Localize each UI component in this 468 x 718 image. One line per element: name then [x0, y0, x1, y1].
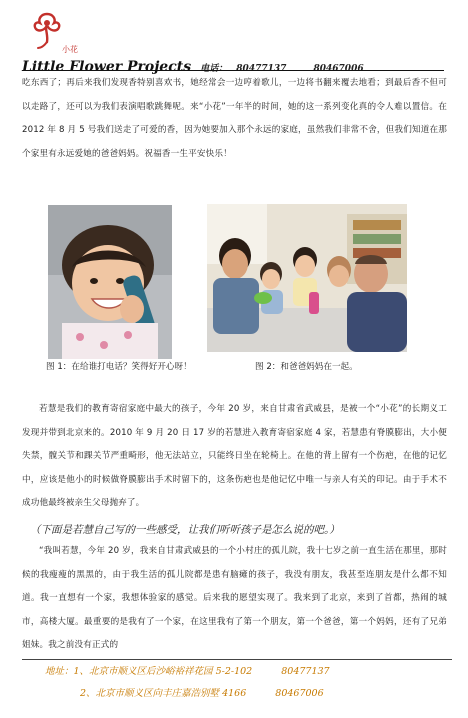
footer-address-1-text: 地址：1、北京市顺义区后沙峪裕祥花园 5-2-102: [45, 666, 253, 677]
paragraph-1: 吃东西了；再后来我们发现香特别喜欢书，她经常会一边哼着歌儿，一边将书翻来覆去地看；到最后香不但可以走路了，还可以为我们表演唱歌跳舞呢。来“小花”一年半的时间，她的这一系列变化真的令人难以置信。在 2012 年 8 月 5 号我们送走了可爱的香，因为她要加入那个永远的家庭，虽然我们非常不舍，但我们知道在那个家里有永远爱她的爸爸妈妈。祝福香一生平安快乐！: [22, 78, 447, 159]
footer-address-1: [45, 663, 330, 677]
footer-address-2-text: 2、北京市顺义区向丰庄嘉浩别墅 4166: [80, 688, 247, 699]
photo-family: [207, 204, 407, 352]
header-phone-1: 80477137: [236, 64, 287, 74]
footer-address-2: [80, 685, 324, 699]
phone-label: 电话：: [200, 64, 228, 74]
footer-phone-2: 80467006: [275, 688, 324, 699]
logo-text: 小花: [62, 45, 78, 54]
header-divider: [22, 70, 444, 71]
page-header: [22, 8, 452, 75]
footer-divider: [22, 659, 452, 660]
photo-family-image: [207, 204, 407, 352]
paragraph-2: 若慧是我们的教育寄宿家庭中最大的孩子，今年 20 岁，来自甘肃省武威县，是被一个“小花”的长期义工发现并带到北京来的。2010 年 9 月 20 日 17 岁的若慧进入教育寄宿家庭 4 家，若慧患有脊膜膨出，大小便失禁，髋关节和踝关节严重畸形，他无法站立，只能终日坐在轮椅上。在他的背上留有一个伤疤，在他的记忆中，应该是他小的时候做脊膜膨出手术时留下的，这条伤疤也是他记忆中唯一与亲人有关的印记。由于手术不成功他最终被亲生父母抛弃了。: [22, 404, 447, 508]
footer-phone-1: 80477137: [281, 666, 330, 677]
quote-intro: （下面是若慧自己写的一些感受，让我们听听孩子是怎么说的吧。）: [30, 524, 340, 536]
photo-child-on-phone-image: [48, 205, 172, 359]
header-phone-2: 80467006: [313, 64, 364, 74]
paragraph-3: “我叫若慧，今年 20 岁，我来自甘肃武威县的一个小村庄的孤儿院，我十七岁之前一直生活在那里，那时候的我瘦瘦的黑黑的，由于我生活的孤儿院都是患有脑瘫的孩子，我没有朋友，我甚至连朋友是什么都不知道。我一直想有一个家，我想体验家的感觉。后来我的愿望实现了。我来到了北京，来到了首都，热闹的城市，高楼大厦。最重要的是我有了一个家，在这里我有了第一个朋友，第一个爸爸，第一个妈妈，还有了兄弟姐妹。我之前没有正式的: [22, 546, 447, 650]
flower-logo-icon: [32, 10, 62, 54]
caption-fig-2: 图 2：和爸爸妈妈在一起。: [255, 362, 358, 372]
photo-child-on-phone: [48, 205, 172, 359]
caption-fig-1: 图 1：在给谁打电话？笑得好开心呀！: [46, 362, 192, 372]
brand-title: Little Flower Projects: [22, 59, 192, 75]
